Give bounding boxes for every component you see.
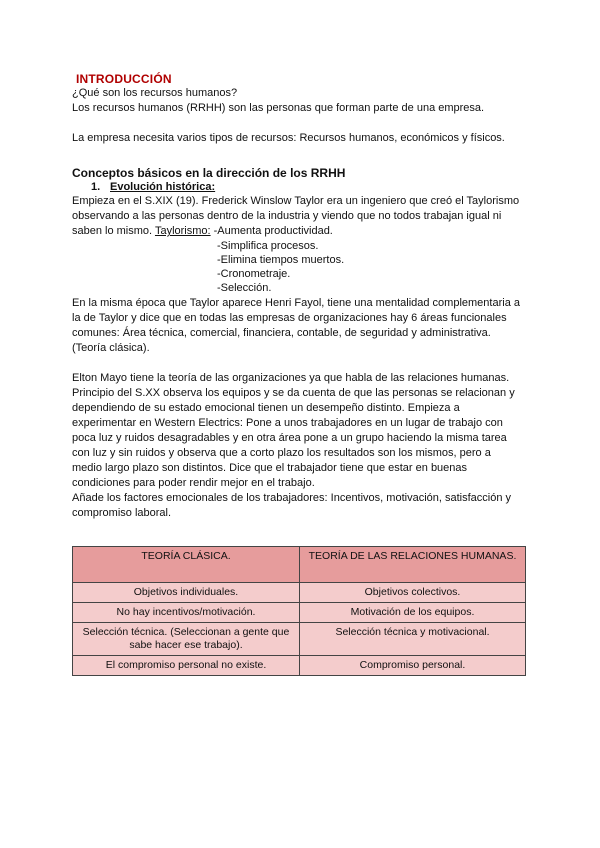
intro-resources: La empresa necesita varios tipos de recursos: Recursos humanos, económicos y físicos.	[72, 132, 505, 144]
intro-question: ¿Qué son los recursos humanos?	[72, 87, 238, 99]
table-row	[73, 656, 526, 676]
paragraph-line: la de Taylor y dice que en todas las empresas de organizaciones hay 6 áreas funcionales	[72, 312, 507, 324]
taylorismo-label: Taylorismo:	[154, 225, 211, 237]
paragraph-line: comunes: Área técnica, comercial, financiera, contable, de seguridad y administrativa.	[72, 327, 491, 339]
table-row	[73, 583, 526, 603]
paragraph-line: observando a las personas dentro de la industria y viendo que no todos trabajan igual ni	[72, 210, 502, 222]
paragraph-line	[72, 224, 333, 238]
subsection-title	[91, 181, 215, 193]
paragraph-line: experimentar en Western Electrics: Pone a unos trabajadores en un lugar de trabajo con	[72, 417, 503, 429]
paragraph-line: compromiso laboral.	[72, 507, 172, 519]
section-heading: Conceptos básicos en la dirección de los RRHH	[72, 166, 346, 180]
table-cell: Objetivos colectivos.	[300, 583, 526, 603]
table-row	[73, 603, 526, 623]
paragraph-line: poca luz y ruidos desagradables y en otra área pone a un grupo haciendo la misma tarea	[72, 432, 507, 444]
subsection-number: 1.	[91, 181, 101, 193]
comparison-table	[72, 546, 526, 676]
table-cell: Objetivos individuales.	[73, 583, 300, 603]
paragraph-line: Elton Mayo tiene la teoría de las organizaciones ya que habla de las relaciones humanas.	[72, 372, 510, 384]
paragraph-line: Añade los factores emocionales de los trabajadores: Incentivos, motivación, satisfacción y	[72, 492, 512, 504]
paragraph-line: Empieza en el S.XIX (19). Frederick Winslow Taylor era un ingeniero que creó el Taylorismo	[72, 195, 520, 207]
taylorismo-item: -Elimina tiempos muertos.	[217, 254, 345, 266]
paragraph-line: dependiendo de su estado emocional tienen un desempeño distinto. Empieza a	[72, 402, 460, 414]
taylorismo-item: -Selección.	[217, 282, 272, 294]
paragraph-line: Principio del S.XX observa los equipos y se da cuenta de que las personas se relacionan y	[72, 387, 515, 399]
paragraph-line: (Teoría clásica).	[72, 342, 150, 354]
paragraph-text: saben lo mismo.	[72, 225, 153, 237]
table-cell: Motivación de los equipos.	[300, 603, 526, 623]
taylorismo-item: -Cronometraje.	[217, 268, 291, 280]
paragraph-line: condiciones para poder rendir mejor en el trabajo.	[72, 477, 315, 489]
table-header-cell: TEORÍA CLÁSICA.	[73, 547, 300, 583]
taylorismo-item: -Simplifica procesos.	[217, 240, 319, 252]
paragraph-line: medio largo plazo son distintos. Dice que el trabajador tiene que estar en buenas	[72, 462, 468, 474]
intro-definition: Los recursos humanos (RRHH) son las personas que forman parte de una empresa.	[72, 102, 485, 114]
table-cell: Selección técnica. (Seleccionan a gente que sabe hacer ese trabajo).	[73, 623, 300, 656]
table-cell: Compromiso personal.	[300, 656, 526, 676]
paragraph-line: En la misma época que Taylor aparece Henri Fayol, tiene una mentalidad complementaria a	[72, 297, 520, 309]
table-header-row	[73, 547, 526, 583]
table-header-cell: TEORÍA DE LAS RELACIONES HUMANAS.	[300, 547, 526, 583]
taylorismo-first-item: -Aumenta productividad.	[210, 225, 333, 237]
table-row	[73, 623, 526, 656]
table-cell: No hay incentivos/motivación.	[73, 603, 300, 623]
paragraph-line: con luz y sin ruidos y observa que a corto plazo los resultados son los mismos, pero a	[72, 447, 491, 459]
table-cell: El compromiso personal no existe.	[73, 656, 300, 676]
subsection-label: Evolución histórica:	[110, 181, 216, 193]
table-cell: Selección técnica y motivacional.	[300, 623, 526, 656]
intro-title: INTRODUCCIÓN	[76, 72, 172, 86]
